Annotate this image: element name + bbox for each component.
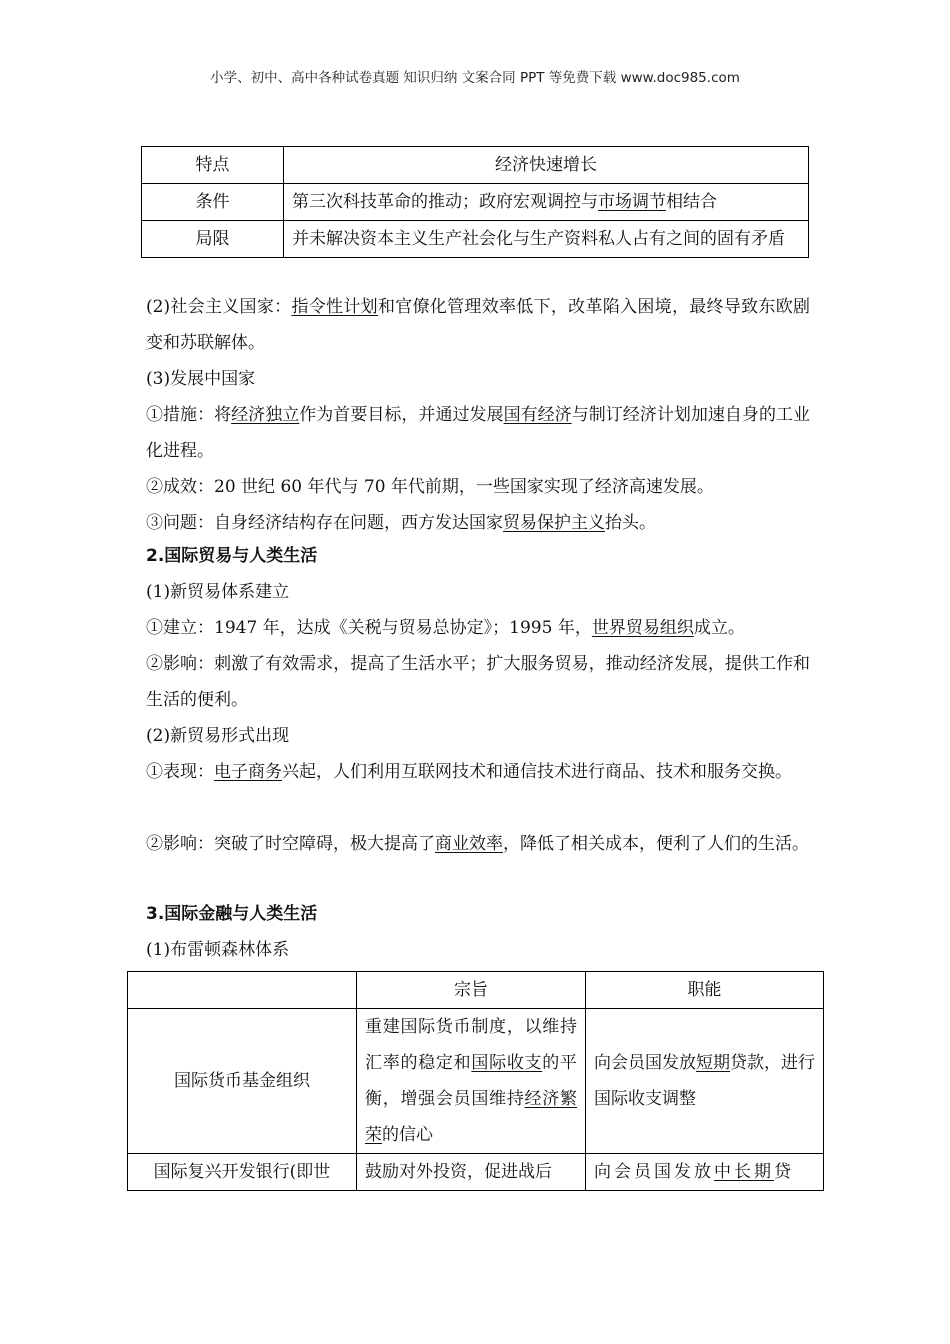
section-heading: 2.国际贸易与人类生活 bbox=[146, 546, 318, 566]
column-header: 宗旨 bbox=[357, 972, 586, 1009]
table-row bbox=[142, 221, 809, 258]
underlined-term: 经济繁荣 bbox=[365, 1089, 578, 1145]
column-header: 职能 bbox=[586, 972, 824, 1009]
org-name: 国际货币基金组织 bbox=[128, 1009, 357, 1154]
paragraph: ①措施：将经济独立作为首要目标，并通过发展国有经济与制订经济计划加速自身的工业化进程。 bbox=[146, 405, 811, 461]
row-value: 第三次科技革命的推动；政府宏观调控与市场调节相结合 bbox=[284, 184, 809, 221]
section-heading: 3.国际金融与人类生活 bbox=[146, 904, 318, 924]
paragraph: ②影响：突破了时空障碍，极大提高了商业效率，降低了相关成本，便利了人们的生活。 bbox=[146, 834, 809, 854]
paragraph: ①表现：电子商务兴起，人们利用互联网技术和通信技术进行商品、技术和服务交换。 bbox=[146, 762, 792, 782]
underlined-term: 国有经济 bbox=[503, 405, 572, 425]
paragraph: (2)社会主义国家：指令性计划和官僚化管理效率低下，改革陷入困境，最终导致东欧剧变和苏联解体。 bbox=[146, 297, 811, 353]
paragraph: ②影响：刺激了有效需求，提高了生活水平；扩大服务贸易，推动经济发展，提供工作和生活的便利。 bbox=[146, 654, 810, 710]
paragraph: ③问题：自身经济结构存在问题，西方发达国家贸易保护主义抬头。 bbox=[146, 513, 656, 533]
underlined-term: 指令性计划 bbox=[291, 297, 378, 317]
page-header: 小学、初中、高中各种试卷真题 知识归纳 文案合同 PPT 等免费下载 www.doc985.com bbox=[210, 70, 740, 86]
subheading: (1)布雷顿森林体系 bbox=[146, 940, 290, 960]
org-aim: 鼓励对外投资，促进战后 bbox=[357, 1154, 586, 1191]
row-value: 经济快速增长 bbox=[284, 147, 809, 184]
column-header bbox=[128, 972, 357, 1009]
org-aim: 重建国际货币制度，以维持汇率的稳定和国际收支的平衡，增强会员国维持经济繁荣的信心 bbox=[357, 1009, 586, 1154]
table-row bbox=[142, 147, 809, 184]
row-value: 并未解决资本主义生产社会化与生产资料私人占有之间的固有矛盾 bbox=[284, 221, 809, 258]
underlined-term: 电子商务 bbox=[214, 762, 282, 782]
underlined-term: 贸易保护主义 bbox=[503, 513, 605, 533]
underlined-term: 中长期 bbox=[714, 1162, 774, 1182]
table-row bbox=[128, 1009, 824, 1154]
row-label: 局限 bbox=[142, 221, 284, 258]
org-function: 向会员国发放短期贷款，进行国际收支调整 bbox=[586, 1009, 824, 1154]
org-name: 国际复兴开发银行(即世 bbox=[128, 1154, 357, 1191]
subheading: (3)发展中国家 bbox=[146, 369, 256, 389]
table-header-row bbox=[128, 972, 824, 1009]
underlined-term: 世界贸易组织 bbox=[591, 618, 694, 638]
org-function: 向会员国发放中长期贷 bbox=[586, 1154, 824, 1191]
table-row bbox=[128, 1154, 824, 1191]
characteristics-table bbox=[141, 146, 809, 258]
underlined-term: 市场调节 bbox=[598, 192, 666, 212]
paragraph: ①建立：1947 年，达成《关税与贸易总协定》；1995 年，世界贸易组织成立。 bbox=[146, 618, 745, 638]
row-label: 条件 bbox=[142, 184, 284, 221]
subheading: (2)新贸易形式出现 bbox=[146, 726, 290, 746]
underlined-term: 商业效率 bbox=[435, 834, 503, 854]
bretton-woods-table bbox=[127, 971, 824, 1191]
table-row bbox=[142, 184, 809, 221]
subheading: (1)新贸易体系建立 bbox=[146, 582, 290, 602]
underlined-term: 短期 bbox=[696, 1053, 730, 1073]
row-label: 特点 bbox=[142, 147, 284, 184]
paragraph: ②成效：20 世纪 60 年代与 70 年代前期，一些国家实现了经济高速发展。 bbox=[146, 477, 714, 497]
underlined-term: 经济独立 bbox=[231, 405, 300, 425]
underlined-term: 国际收支 bbox=[471, 1053, 543, 1073]
